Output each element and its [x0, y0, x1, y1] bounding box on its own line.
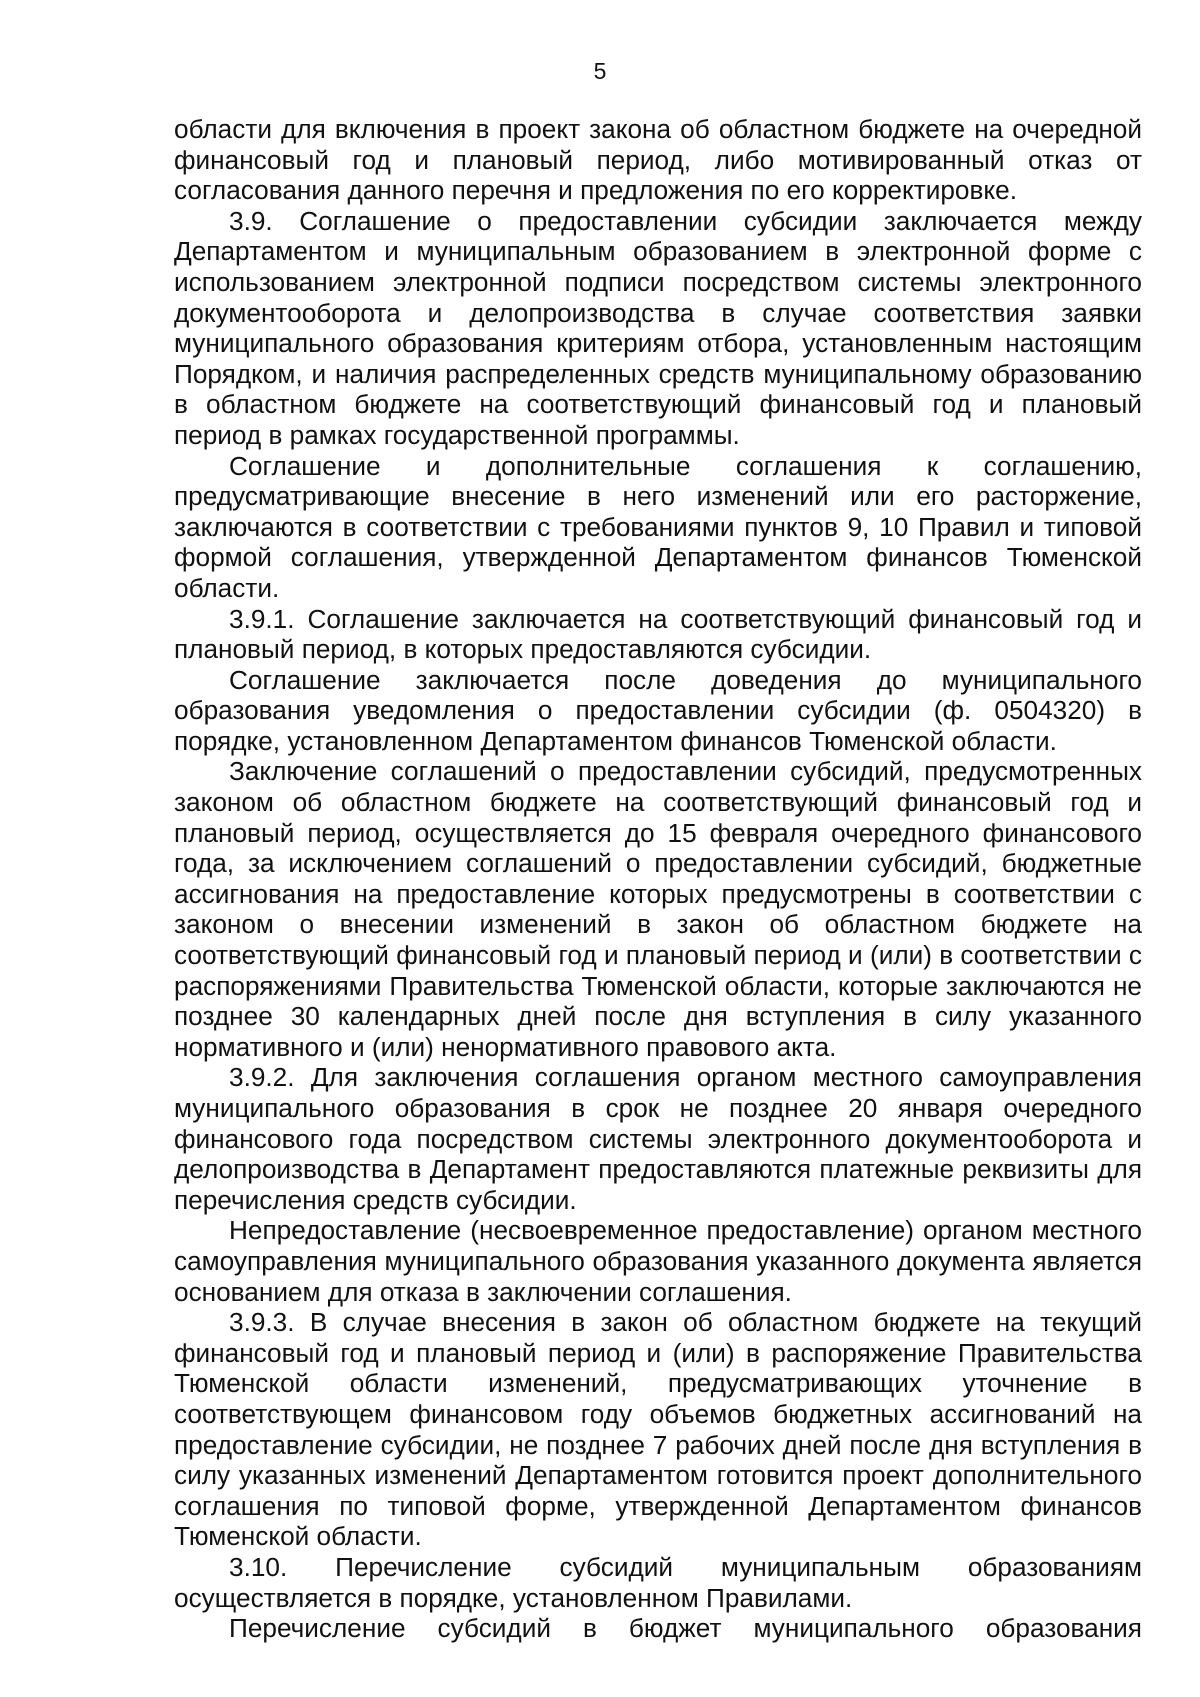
paragraph-refusal: Непредоставление (несвоевременное предоставление) органом местного самоуправления муниципального образования указанного документа является основанием для отказа в заключении соглашения.	[174, 1215, 1142, 1307]
paragraph-transfer: Перечисление субсидий в бюджет муниципального образования	[229, 1613, 1142, 1644]
paragraph-3-9: 3.9. Соглашение о предоставлении субсидии заключается между Департаментом и муниципальным образованием в электронной форме с использованием электронной подписи посредством системы электронного документооборота и делопроизводства в случае соответствия заявки муниципального образования критериям отбора, установленным настоящим Порядком, и наличия распределенных средств муниципальному образованию в областном бюджете на соответствующий финансовый год и плановый период в рамках государственной программы.	[174, 205, 1142, 450]
page-number: 5	[593, 58, 607, 84]
paragraph-agreement-notice: Соглашение заключается после доведения до муниципального образования уведомления о предоставлении субсидии (ф. 0504320) в порядке, установленном Департаментом финансов Тюменской области.	[174, 664, 1142, 756]
paragraph-3-9-1: 3.9.1. Соглашение заключается на соответствующий финансовый год и плановый период, в которых предоставляются субсидии.	[174, 603, 1142, 665]
paragraph-agreement-deadline: Заключение соглашений о предоставлении субсидий, предусмотренных законом об областном бюджете на соответствующий финансовый год и плановый период, осуществляется до 15 февраля очередного финансового года, за исключением соглашений о предоставлении субсидий, бюджетные ассигнования на предоставление которых предусмотрены в соответствии с законом о внесении изменений в закон об областном бюджете на соответствующий финансовый год и плановый период и (или) в соответствии с распоряжениями Правительства Тюменской области, которые заключаются не позднее 30 календарных дней после дня вступления в силу указанного нормативного и (или) ненормативного правового акта.	[174, 756, 1142, 1062]
paragraph-3-9-3: 3.9.3. В случае внесения в закон об областном бюджете на текущий финансовый год и плановый период и (или) в распоряжение Правительства Тюменской области изменений, предусматривающих уточнение в соответствующем финансовом году объемов бюджетных ассигнований на предоставление субсидии, не позднее 7 рабочих дней после дня вступления в силу указанных изменений Департаментом готовится проект дополнительного соглашения по типовой форме, утвержденной Департаментом финансов Тюменской области.	[174, 1307, 1142, 1552]
paragraph-3-10: 3.10. Перечисление субсидий муниципальным образованиям осуществляется в порядке, установленном Правилами.	[174, 1551, 1142, 1613]
paragraph-agreement-terms: Соглашение и дополнительные соглашения к соглашению, предусматривающие внесение в него изменений или его расторжение, заключаются в соответствии с требованиями пунктов 9, 10 Правил и типовой формой соглашения, утвержденной Департаментом финансов Тюменской области.	[174, 450, 1142, 603]
document-body	[174, 114, 1142, 1644]
paragraph-3-9-2: 3.9.2. Для заключения соглашения органом местного самоуправления муниципального образования в срок не позднее 20 января очередного финансового года посредством системы электронного документооборота и делопроизводства в Департамент предоставляются платежные реквизиты для перечисления средств субсидии.	[174, 1062, 1142, 1215]
paragraph-continuation: области для включения в проект закона об областном бюджете на очередной финансовый год и плановый период, либо мотивированный отказ от согласования данного перечня и предложения по его корректировке.	[174, 114, 1142, 206]
